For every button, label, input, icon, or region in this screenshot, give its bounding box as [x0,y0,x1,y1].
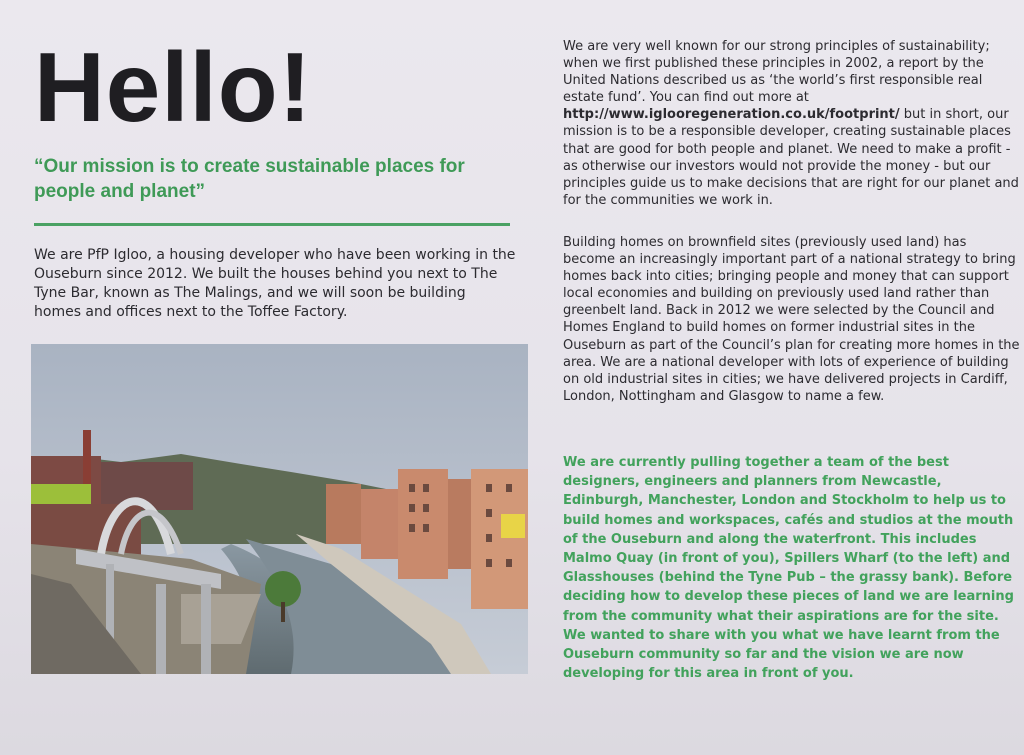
sustainability-text-start: We are very well known for our strong principles of sustainability; when we first published these principles in 2002, a report by the United Nations described us as ‘the world’s first responsible real estate fund’. You can find out more at [563,39,990,106]
sustainability-text-end: but in short, our mission is to be a responsible developer, creating sustainable places that are good for both people and planet. We need to make a profit - as otherwise our investors would not provide the money - but our principles guide us to make decisions that are right for our planet and for the communities we work in. [563,107,1019,208]
riverside-photo [31,344,528,674]
footprint-link[interactable]: http://www.iglooregeneration.co.uk/footprint/ [563,107,900,123]
sustainability-paragraph [563,38,1021,209]
mission-quote: “Our mission is to create sustainable places for people and planet” [34,156,465,202]
intro-paragraph: We are PfP Igloo, a housing developer who have been working in the Ouseburn since 2012. We built the houses behind you next to The Tyne Bar, known as The Malings, and we will soon be building homes and offices next to the Toffee Factory. [34,247,516,320]
riverside-photo-illustration [31,344,528,674]
team-paragraph: We are currently pulling together a team of the best designers, engineers and planners from Newcastle, Edinburgh, Manchester, London and Stockholm to help us to build homes and workspaces, cafés and studios at the mouth of the Ouseburn and along the waterfront. This includes Malmo Quay (in front of you), Spillers Wharf (to the left) and Glasshouses (behind the Tyne Pub – the grassy bank). Before deciding how to develop these pieces of land we are learning from the community what their aspirations are for the site. We wanted to share with you what we have learnt from the Ouseburn community so far and the vision we are now developing for this area in front of you. [563,455,1014,682]
page-title: Hello! [34,32,313,142]
brownfield-paragraph: Building homes on brownfield sites (previously used land) has become an increasingly important part of a national strategy to bring homes back into cities; bringing people and money that can support local economies and building on previously used land rather than greenbelt land. Back in 2012 we were selected by the Council and Homes England to build homes on former industrial sites in the Ouseburn as part of the Council’s plan for creating more homes in the area. We are a national developer with lots of experience of building on old industrial sites in cities; we have delivered projects in Cardiff, London, Nottingham and Glasgow to name a few. [563,235,1020,404]
green-divider [34,223,510,226]
